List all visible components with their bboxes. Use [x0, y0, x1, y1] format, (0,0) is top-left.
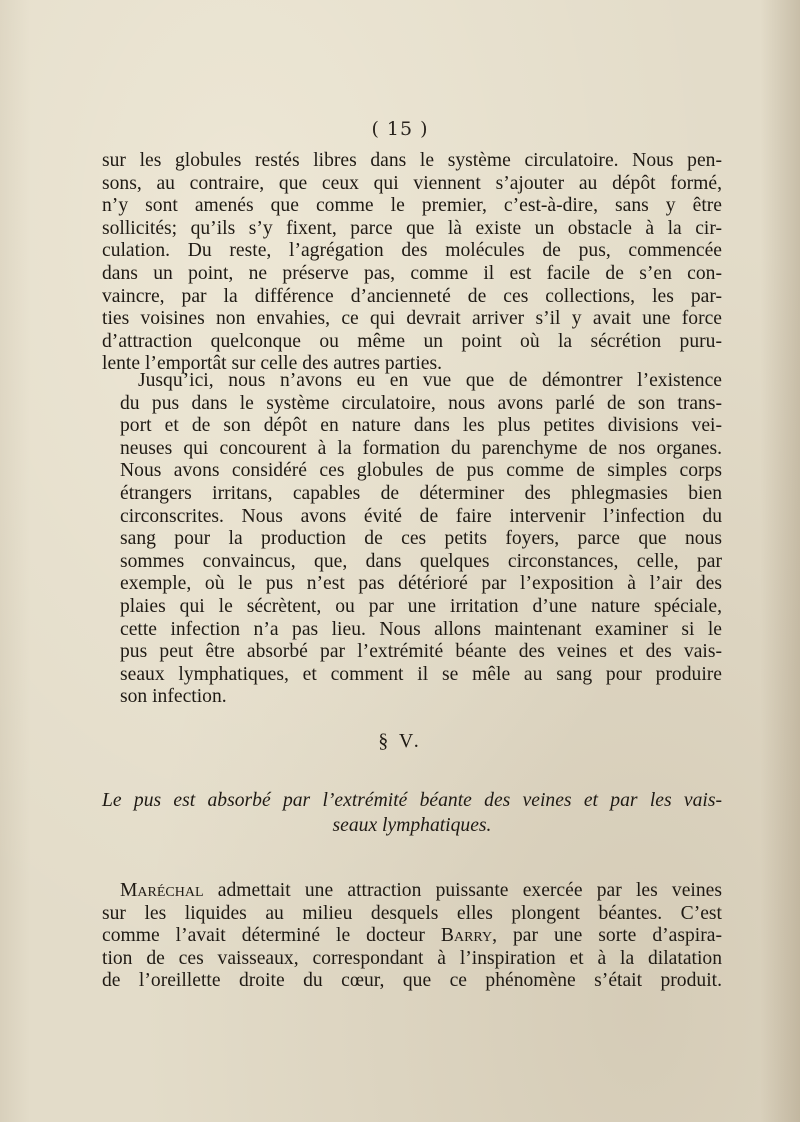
text-line: sur les globules restés libres dans le système circulatoire. Nous pen-	[102, 150, 722, 171]
text-line: dans un point, ne préserve pas, comme il est facile de s’en con-	[102, 262, 722, 284]
text-line: plaies qui le sécrètent, ou par une irritation d’une nature spéciale,	[120, 595, 722, 617]
text-line: lente l’emportât sur celle des autres parties.	[102, 353, 443, 375]
text-line: seaux lymphatiques, et comment il se mêle au sang pour produire	[120, 663, 722, 685]
text-line: circonscrites. Nous avons évité de faire intervenir l’infection du	[120, 505, 722, 527]
text-line: cette infection n’a pas lieu. Nous allons maintenant examiner si le	[120, 618, 722, 640]
text-span: , par une sorte d’aspira-	[492, 925, 722, 947]
paragraph-3	[102, 880, 722, 993]
paragraph-2	[102, 370, 722, 709]
text-line: culation. Du reste, l’agrégation des molécules de pus, commencée	[102, 240, 722, 262]
author-name: Maréchal	[120, 880, 204, 901]
text-line: pus peut être absorbé par l’extrémité béante des veines et des vais-	[120, 641, 722, 663]
page-number: ( 15 )	[371, 118, 429, 140]
text-span: admettait une attraction puissante exercée par les veines	[203, 880, 722, 901]
text-line: Jusqu’ici, nous n’avons eu en vue que de démontrer l’existence	[138, 370, 722, 391]
text-line: exemple, où le pus n’est pas détérioré par l’exposition à l’air des	[120, 573, 722, 595]
text-line: neuses qui concourent à la formation du parenchyme de nos organes.	[120, 437, 722, 459]
text-span: comme l’avait déterminé le docteur	[102, 925, 441, 947]
text-line: son infection.	[120, 686, 227, 708]
text-line: d’attraction quelconque ou même un point où la sécrétion puru-	[102, 330, 722, 352]
text-line: ties voisines non envahies, ce qui devrait arriver s’il y avait une force	[102, 308, 722, 330]
text-line: Nous avons considéré ces globules de pus comme de simples corps	[120, 460, 722, 482]
author-name: Barry	[440, 925, 493, 947]
heading-line: seaux lymphatiques.	[332, 815, 492, 836]
paragraph-1	[102, 150, 722, 376]
text-line: port et de son dépôt en nature dans les plus petites divisions vei-	[120, 415, 722, 437]
text-line: de l’oreillette droite du cœur, que ce phénomène s’était produit.	[102, 970, 722, 992]
text-line	[102, 925, 722, 948]
text-line: sur les liquides au milieu desquels elles plongent béantes. C’est	[102, 902, 722, 924]
section-number: § V.	[378, 730, 422, 752]
section-heading	[102, 788, 722, 838]
text-line: sang pour la production de ces petits foyers, parce que nous	[120, 528, 722, 550]
text-line: vaincre, par la différence d’ancienneté de ces collections, les par-	[102, 285, 722, 307]
text-line: sons, au contraire, que ceux qui viennent s’ajouter au dépôt formé,	[102, 172, 722, 194]
text-line: étrangers irritans, capables de déterminer des phlegmasies bien	[120, 482, 722, 504]
text-line: sommes convaincus, que, dans quelques circonstances, celle, par	[120, 550, 722, 572]
heading-line: Le pus est absorbé par l’extrémité béante des veines et par les vais-	[102, 790, 722, 811]
text-line: sollicités; qu’ils s’y fixent, parce que là existe un obstacle à la cir-	[102, 217, 722, 239]
text-line: n’y sont amenés que comme le premier, c’est-à-dire, sans y être	[102, 195, 722, 217]
text-line: du pus dans le système circulatoire, nous avons parlé de son trans-	[120, 392, 722, 414]
text-line: tion de ces vaisseaux, correspondant à l’inspiration et à la dilatation	[102, 947, 722, 969]
text-line	[102, 880, 722, 903]
